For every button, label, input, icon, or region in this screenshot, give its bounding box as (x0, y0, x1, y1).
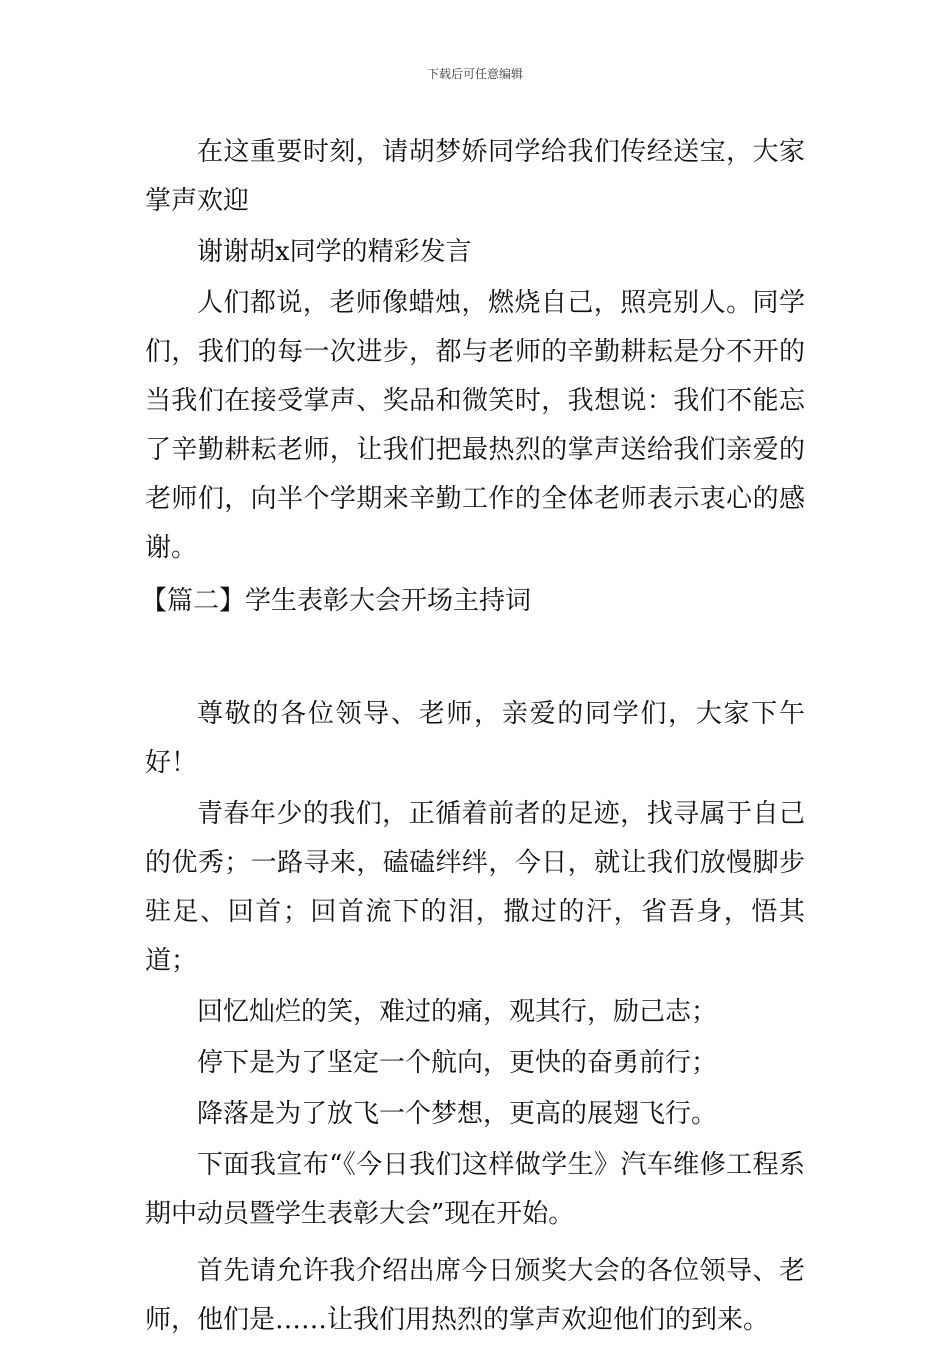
paragraph-stop: 停下是为了坚定一个航向，更快的奋勇前行； (197, 1048, 718, 1078)
paragraph-invite-speaker: 在这重要时刻，请胡梦娇同学给我们传经送宝，大家掌声欢迎 (145, 137, 805, 216)
section-gap (145, 626, 805, 690)
paragraph-recall: 回忆灿烂的笑，难过的痛，观其行，励己志； (197, 997, 718, 1027)
section-heading: 【篇二】学生表彰大会开场主持词 (141, 586, 532, 616)
paragraph-thank-teachers: 人们都说，老师像蜡烛，燃烧自己，照亮别人。同学们，我们的每一次进步，都与老师的辛勤耕耘是分不开的当我们在接受掌声、奖品和微笑时，我想说：我们不能忘了辛勤耕耘老师，让我们把最热烈的掌声送给我们亲爱的老师们，向半个学期来辛勤工作的全体老师表示衷心的感谢。 (145, 288, 805, 563)
paragraph-introduce-guests: 首先请允许我介绍出席今日颁奖大会的各位领导、老师，他们是……让我们用热烈的掌声欢迎他们的到来。 (145, 1256, 805, 1335)
paragraph-greeting: 尊敬的各位领导、老师，亲爱的同学们，大家下午好！ (145, 699, 805, 778)
page-header: 下载后可任意编辑 (426, 67, 523, 81)
paragraph-announce: 下面我宣布“《今日我们这样做学生》汽车维修工程系期中动员暨学生表彰大会”现在开始。 (145, 1150, 805, 1229)
document-body (141, 128, 805, 1345)
paragraph-landing: 降落是为了放飞一个梦想，更高的展翅飞行。 (197, 1099, 718, 1129)
paragraph-youth: 青春年少的我们，正循着前者的足迹，找寻属于自己的优秀；一路寻来，磕磕绊绊，今日，就让我们放慢脚步驻足、回首；回首流下的泪，撒过的汗，省吾身，悟其道； (145, 799, 805, 976)
paragraph-thanks-speaker: 谢谢胡x同学的精彩发言 (197, 237, 472, 267)
